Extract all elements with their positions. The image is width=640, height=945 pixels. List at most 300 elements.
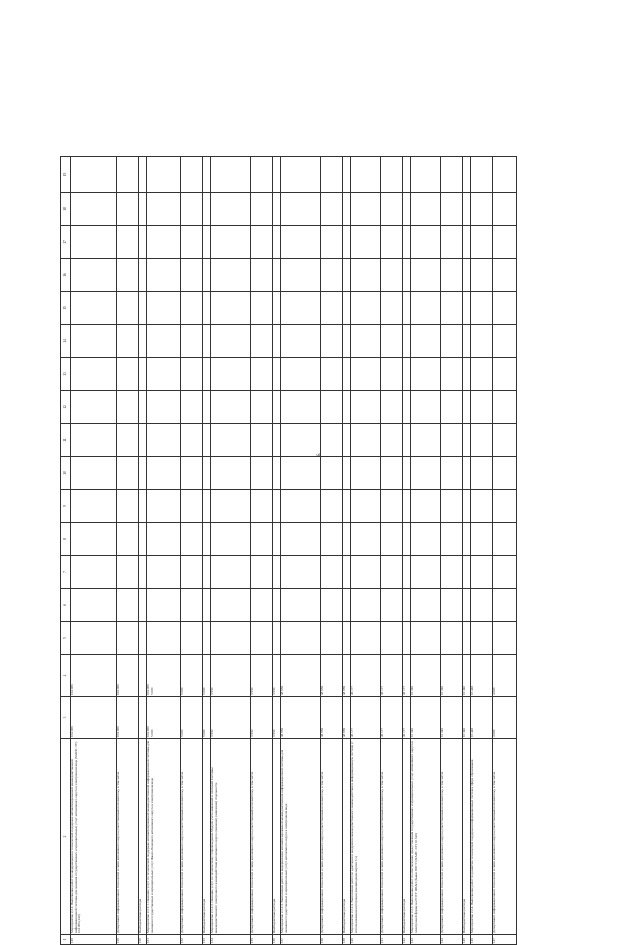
empty-cell <box>343 226 351 259</box>
empty-cell <box>251 457 273 490</box>
empty-cell <box>403 523 411 556</box>
empty-cell <box>181 226 203 259</box>
empty-cell <box>343 259 351 292</box>
description-cell: Департамент информационных технологий и связи автономного округа (ответственный исполнитель), в том числе <box>493 739 517 935</box>
year-value-cell: 3 950 <box>251 655 273 697</box>
empty-cell <box>203 457 211 490</box>
description-cell: Внебюджетные расходы <box>273 739 281 935</box>
empty-cell <box>117 226 139 259</box>
header-cell: 6 <box>61 589 71 622</box>
row-number-cell: 137 <box>281 935 321 945</box>
empty-cell <box>411 589 441 622</box>
empty-cell <box>343 622 351 655</box>
empty-cell <box>381 523 403 556</box>
description-cell: Департамент информационных технологий и связи автономного округа (ответственный исполнитель), в том числе <box>381 739 403 935</box>
empty-cell <box>281 226 321 259</box>
header-cell: 15 <box>61 292 71 325</box>
row-number-cell: 129 <box>117 935 139 945</box>
total-cell: 46 177 <box>351 697 381 739</box>
row-number-cell: 136 <box>273 935 281 945</box>
empty-cell <box>463 622 471 655</box>
header-cell: 7 <box>61 556 71 589</box>
empty-cell <box>139 457 147 490</box>
empty-cell <box>343 589 351 622</box>
empty-cell <box>381 193 403 226</box>
empty-cell <box>203 226 211 259</box>
empty-cell <box>117 292 139 325</box>
total-cell: 10 340 <box>411 697 441 739</box>
total-cell: 10 340 <box>463 697 471 739</box>
empty-cell <box>281 457 321 490</box>
empty-cell <box>343 424 351 457</box>
empty-cell <box>403 259 411 292</box>
empty-cell <box>117 556 139 589</box>
empty-cell <box>403 622 411 655</box>
empty-cell <box>351 391 381 424</box>
header-cell: 11 <box>61 424 71 457</box>
empty-cell <box>181 424 203 457</box>
empty-cell <box>471 523 493 556</box>
budget-table <box>60 156 517 945</box>
row-number-cell: 132 <box>181 935 203 945</box>
row-number-cell: 130 <box>139 935 147 945</box>
description-cell: Мероприятие 2.2.2.2. Оказание услуг по техническому сопровождению Модуля учета заявлений и платежей Системы межведомственного электронного взаимодействия автономного округа (оказание) (заявление) отдельности <box>211 739 251 935</box>
empty-cell <box>411 358 441 391</box>
empty-cell <box>147 523 181 556</box>
year-value-cell: 5 000 <box>181 655 203 697</box>
table-row <box>441 157 463 945</box>
row-number-cell: 133 <box>203 935 211 945</box>
empty-cell <box>411 226 441 259</box>
empty-cell <box>181 157 203 193</box>
empty-cell <box>343 457 351 490</box>
empty-cell <box>71 391 117 424</box>
year-value-cell: 48 959 <box>343 655 351 697</box>
empty-cell <box>251 490 273 523</box>
empty-cell <box>463 259 471 292</box>
header-cell: 3 <box>61 697 71 739</box>
header-cell: 10 <box>61 457 71 490</box>
empty-cell <box>351 622 381 655</box>
total-cell: 4 000 <box>493 697 517 739</box>
empty-cell <box>273 325 281 358</box>
empty-cell <box>211 523 251 556</box>
empty-cell <box>321 457 343 490</box>
empty-cell <box>251 523 273 556</box>
empty-cell <box>351 292 381 325</box>
empty-cell <box>71 457 117 490</box>
year-value-cell: 104 086 <box>71 655 117 697</box>
empty-cell <box>181 259 203 292</box>
year-value-cell: 3 950 <box>211 655 251 697</box>
empty-cell <box>381 226 403 259</box>
row-number-cell: 138 <box>321 935 343 945</box>
empty-cell <box>203 193 211 226</box>
total-cell: 10 340 <box>441 697 463 739</box>
empty-cell <box>321 622 343 655</box>
empty-cell <box>321 325 343 358</box>
empty-cell <box>343 490 351 523</box>
empty-cell <box>211 457 251 490</box>
empty-cell <box>117 457 139 490</box>
empty-cell <box>203 424 211 457</box>
empty-cell <box>281 358 321 391</box>
empty-cell <box>273 589 281 622</box>
empty-cell <box>351 325 381 358</box>
empty-cell <box>351 523 381 556</box>
empty-cell <box>203 391 211 424</box>
empty-cell <box>493 292 517 325</box>
empty-cell <box>351 457 381 490</box>
empty-cell <box>251 259 273 292</box>
empty-cell <box>139 358 147 391</box>
table-row <box>321 157 343 945</box>
empty-cell <box>463 325 471 358</box>
total-cell: 104 086 <box>117 697 139 739</box>
empty-cell <box>493 490 517 523</box>
empty-cell <box>251 292 273 325</box>
empty-cell <box>203 622 211 655</box>
row-number-cell: 135 <box>251 935 273 945</box>
empty-cell <box>343 193 351 226</box>
empty-cell <box>71 259 117 292</box>
empty-cell <box>493 193 517 226</box>
empty-cell <box>403 589 411 622</box>
empty-cell <box>203 490 211 523</box>
empty-cell <box>181 589 203 622</box>
empty-cell <box>471 490 493 523</box>
empty-cell <box>411 292 441 325</box>
empty-cell <box>403 556 411 589</box>
empty-cell <box>493 556 517 589</box>
empty-cell <box>71 490 117 523</box>
empty-cell <box>71 226 117 259</box>
header-cell: 5 <box>61 622 71 655</box>
empty-cell <box>493 622 517 655</box>
year-value-cell: 48 959 <box>321 655 343 697</box>
empty-cell <box>381 556 403 589</box>
empty-cell <box>251 193 273 226</box>
row-number-cell: 140 <box>351 935 381 945</box>
header-cell: 9 <box>61 490 71 523</box>
empty-cell <box>139 490 147 523</box>
empty-cell <box>139 193 147 226</box>
empty-cell <box>211 259 251 292</box>
empty-cell <box>147 292 181 325</box>
empty-cell <box>471 193 493 226</box>
empty-cell <box>147 556 181 589</box>
empty-cell <box>181 391 203 424</box>
empty-cell <box>471 226 493 259</box>
empty-cell <box>181 358 203 391</box>
total-cell: 3 950 <box>273 697 281 739</box>
empty-cell <box>211 325 251 358</box>
empty-cell <box>493 226 517 259</box>
empty-cell <box>351 226 381 259</box>
total-cell: 48 959 <box>321 697 343 739</box>
empty-cell <box>471 622 493 655</box>
empty-cell <box>147 226 181 259</box>
year-value-cell: 10 448 <box>471 655 493 697</box>
header-cell: 14 <box>61 325 71 358</box>
empty-cell <box>493 325 517 358</box>
empty-cell <box>351 157 381 193</box>
empty-cell <box>117 358 139 391</box>
total-cell: 104 086 5 000 <box>147 697 181 739</box>
empty-cell <box>211 193 251 226</box>
year-value-cell: 3 950 <box>273 655 281 697</box>
empty-cell <box>139 259 147 292</box>
empty-cell <box>351 193 381 226</box>
header-cell: 13 <box>61 358 71 391</box>
empty-cell <box>273 523 281 556</box>
empty-cell <box>211 556 251 589</box>
year-value-cell: 46 177 <box>351 655 381 697</box>
description-cell: Мероприятие 2.2.2.1. Оказание услуг по технической поддержке автоматизированной межведомственной информационной системы для оказания государственных и муниципальных услуг Ямало-Ненецкого автономного округа в электронном виде <box>147 739 181 935</box>
table-row <box>281 157 321 945</box>
description-cell: Внебюджетные расходы <box>403 739 411 935</box>
total-cell: 5 000 <box>203 697 211 739</box>
empty-cell <box>203 556 211 589</box>
total-cell: 46 177 <box>403 697 411 739</box>
empty-cell <box>471 157 493 193</box>
empty-cell <box>71 523 117 556</box>
empty-cell <box>203 523 211 556</box>
empty-cell <box>181 622 203 655</box>
empty-cell <box>381 622 403 655</box>
empty-cell <box>281 325 321 358</box>
empty-cell <box>281 622 321 655</box>
empty-cell <box>321 193 343 226</box>
empty-cell <box>381 325 403 358</box>
empty-cell <box>251 157 273 193</box>
empty-cell <box>403 490 411 523</box>
empty-cell <box>463 424 471 457</box>
empty-cell <box>281 589 321 622</box>
empty-cell <box>441 157 463 193</box>
empty-cell <box>321 391 343 424</box>
empty-cell <box>211 157 251 193</box>
empty-cell <box>281 523 321 556</box>
empty-cell <box>211 292 251 325</box>
empty-cell <box>321 556 343 589</box>
empty-cell <box>71 193 117 226</box>
row-number-cell: 145 <box>463 935 471 945</box>
empty-cell <box>139 391 147 424</box>
year-value-cell: 104 086 5 000 <box>147 655 181 697</box>
empty-cell <box>493 424 517 457</box>
empty-cell <box>273 358 281 391</box>
empty-cell <box>71 157 117 193</box>
empty-cell <box>411 490 441 523</box>
description-cell: Внебюджетные расходы <box>139 739 147 935</box>
empty-cell <box>343 523 351 556</box>
empty-cell <box>281 292 321 325</box>
header-cell: 19 <box>61 157 71 193</box>
empty-cell <box>181 457 203 490</box>
empty-cell <box>381 292 403 325</box>
empty-cell <box>493 589 517 622</box>
empty-cell <box>403 226 411 259</box>
empty-cell <box>403 358 411 391</box>
row-number-cell: 141 <box>381 935 403 945</box>
description-cell: Внебюджетные расходы <box>203 739 211 935</box>
empty-cell <box>403 325 411 358</box>
empty-cell <box>471 325 493 358</box>
empty-cell <box>321 226 343 259</box>
empty-cell <box>351 490 381 523</box>
empty-cell <box>273 622 281 655</box>
empty-cell <box>147 589 181 622</box>
empty-cell <box>321 358 343 391</box>
empty-cell <box>381 490 403 523</box>
row-number-cell: 144 <box>441 935 463 945</box>
empty-cell <box>463 391 471 424</box>
empty-cell <box>71 358 117 391</box>
description-cell: Мероприятие 2.2.2.3. Выполнение работ по модернизации автоматизированной межведомственной информационной системы для оказания государственных и муниципальных услуг автономного округа в электронном виде <box>281 739 321 935</box>
description-cell: Мероприятие 2.2.2. Выполнение работ по модернизации и технической поддержке автоматизированной межведомственной информационной системы для оказания государственных и муниципальных услуг автономного округа в электронном виде (МАИС ЭУ) 104 086 (240) <box>71 739 117 935</box>
table-row <box>351 157 381 945</box>
empty-cell <box>403 391 411 424</box>
empty-cell <box>471 259 493 292</box>
empty-cell <box>471 556 493 589</box>
empty-cell <box>403 292 411 325</box>
empty-cell <box>381 589 403 622</box>
empty-cell <box>251 556 273 589</box>
empty-cell <box>441 292 463 325</box>
empty-cell <box>463 556 471 589</box>
empty-cell <box>463 292 471 325</box>
empty-cell <box>139 424 147 457</box>
empty-cell <box>493 523 517 556</box>
total-cell: 3 950 <box>211 697 251 739</box>
table-row <box>211 157 251 945</box>
year-value-cell: 10 340 <box>411 655 441 697</box>
empty-cell <box>147 325 181 358</box>
empty-cell <box>203 259 211 292</box>
total-cell: 5 000 <box>181 697 203 739</box>
total-cell: 46 177 <box>381 697 403 739</box>
empty-cell <box>493 457 517 490</box>
table-row <box>471 157 493 945</box>
empty-cell <box>463 157 471 193</box>
empty-cell <box>273 556 281 589</box>
empty-cell <box>71 424 117 457</box>
empty-cell <box>117 157 139 193</box>
row-number-cell: 131 <box>147 935 181 945</box>
description-cell: Мероприятие 2.2.4. Выполнение работ по развитию технической поддержки информационных систем в сфере образования <box>471 739 493 935</box>
empty-cell <box>273 391 281 424</box>
year-value-cell: 5 000 <box>203 655 211 697</box>
year-value-cell: 10 340 <box>463 655 471 697</box>
empty-cell <box>71 325 117 358</box>
empty-cell <box>463 193 471 226</box>
empty-cell <box>273 457 281 490</box>
empty-cell <box>343 391 351 424</box>
empty-cell <box>381 358 403 391</box>
empty-cell <box>411 259 441 292</box>
empty-cell <box>441 259 463 292</box>
header-cell: 16 <box>61 259 71 292</box>
empty-cell <box>343 325 351 358</box>
empty-cell <box>403 157 411 193</box>
empty-cell <box>471 589 493 622</box>
header-cell: 17 <box>61 226 71 259</box>
empty-cell <box>273 424 281 457</box>
empty-cell <box>273 490 281 523</box>
row-number-cell: 143 <box>411 935 441 945</box>
empty-cell <box>381 259 403 292</box>
empty-cell <box>211 358 251 391</box>
empty-cell <box>147 358 181 391</box>
empty-cell <box>321 523 343 556</box>
empty-cell <box>71 622 117 655</box>
empty-cell <box>441 490 463 523</box>
empty-cell <box>411 325 441 358</box>
row-number-cell: 139 <box>343 935 351 945</box>
empty-cell <box>463 226 471 259</box>
empty-cell <box>117 424 139 457</box>
empty-cell <box>493 259 517 292</box>
row-number-cell: 134 <box>211 935 251 945</box>
total-cell: 3 950 <box>251 697 273 739</box>
empty-cell <box>181 523 203 556</box>
empty-cell <box>251 424 273 457</box>
description-cell: Мероприятие 2.2.2.4. Выполнение работ по адаптации и внедрению межведомственного взаимодействия в информационную систему (с использованием интеграции рекомендации версии 3.х) <box>351 739 381 935</box>
empty-cell <box>117 325 139 358</box>
empty-cell <box>463 523 471 556</box>
empty-cell <box>71 292 117 325</box>
empty-cell <box>381 157 403 193</box>
empty-cell <box>211 226 251 259</box>
empty-cell <box>471 424 493 457</box>
empty-cell <box>411 193 441 226</box>
description-cell: Департамент информационных технологий и связи автономного округа (ответственный исполнитель), в том числе <box>251 739 273 935</box>
empty-cell <box>441 358 463 391</box>
empty-cell <box>411 622 441 655</box>
empty-cell <box>411 157 441 193</box>
empty-cell <box>211 424 251 457</box>
empty-cell <box>203 157 211 193</box>
empty-cell <box>281 157 321 193</box>
header-cell: 2 <box>61 739 71 935</box>
description-cell: Департамент информационных технологий и связи автономного округа (ответственный исполнитель), в том числе <box>321 739 343 935</box>
description-cell: Департамент информационных технологий и связи автономного округа (ответственный исполнитель), в том числе <box>117 739 139 935</box>
empty-cell <box>493 358 517 391</box>
empty-cell <box>139 556 147 589</box>
empty-cell <box>147 424 181 457</box>
empty-cell <box>281 490 321 523</box>
empty-cell <box>351 556 381 589</box>
empty-cell <box>463 589 471 622</box>
empty-cell <box>321 424 343 457</box>
empty-cell <box>139 523 147 556</box>
empty-cell <box>117 589 139 622</box>
empty-cell <box>343 157 351 193</box>
empty-cell <box>251 391 273 424</box>
header-cell: 8 <box>61 523 71 556</box>
empty-cell <box>463 490 471 523</box>
empty-cell <box>321 589 343 622</box>
empty-cell <box>381 424 403 457</box>
table-row <box>181 157 203 945</box>
empty-cell <box>117 490 139 523</box>
empty-cell <box>139 622 147 655</box>
empty-cell <box>147 622 181 655</box>
empty-cell <box>273 193 281 226</box>
empty-cell <box>441 226 463 259</box>
empty-cell <box>203 589 211 622</box>
